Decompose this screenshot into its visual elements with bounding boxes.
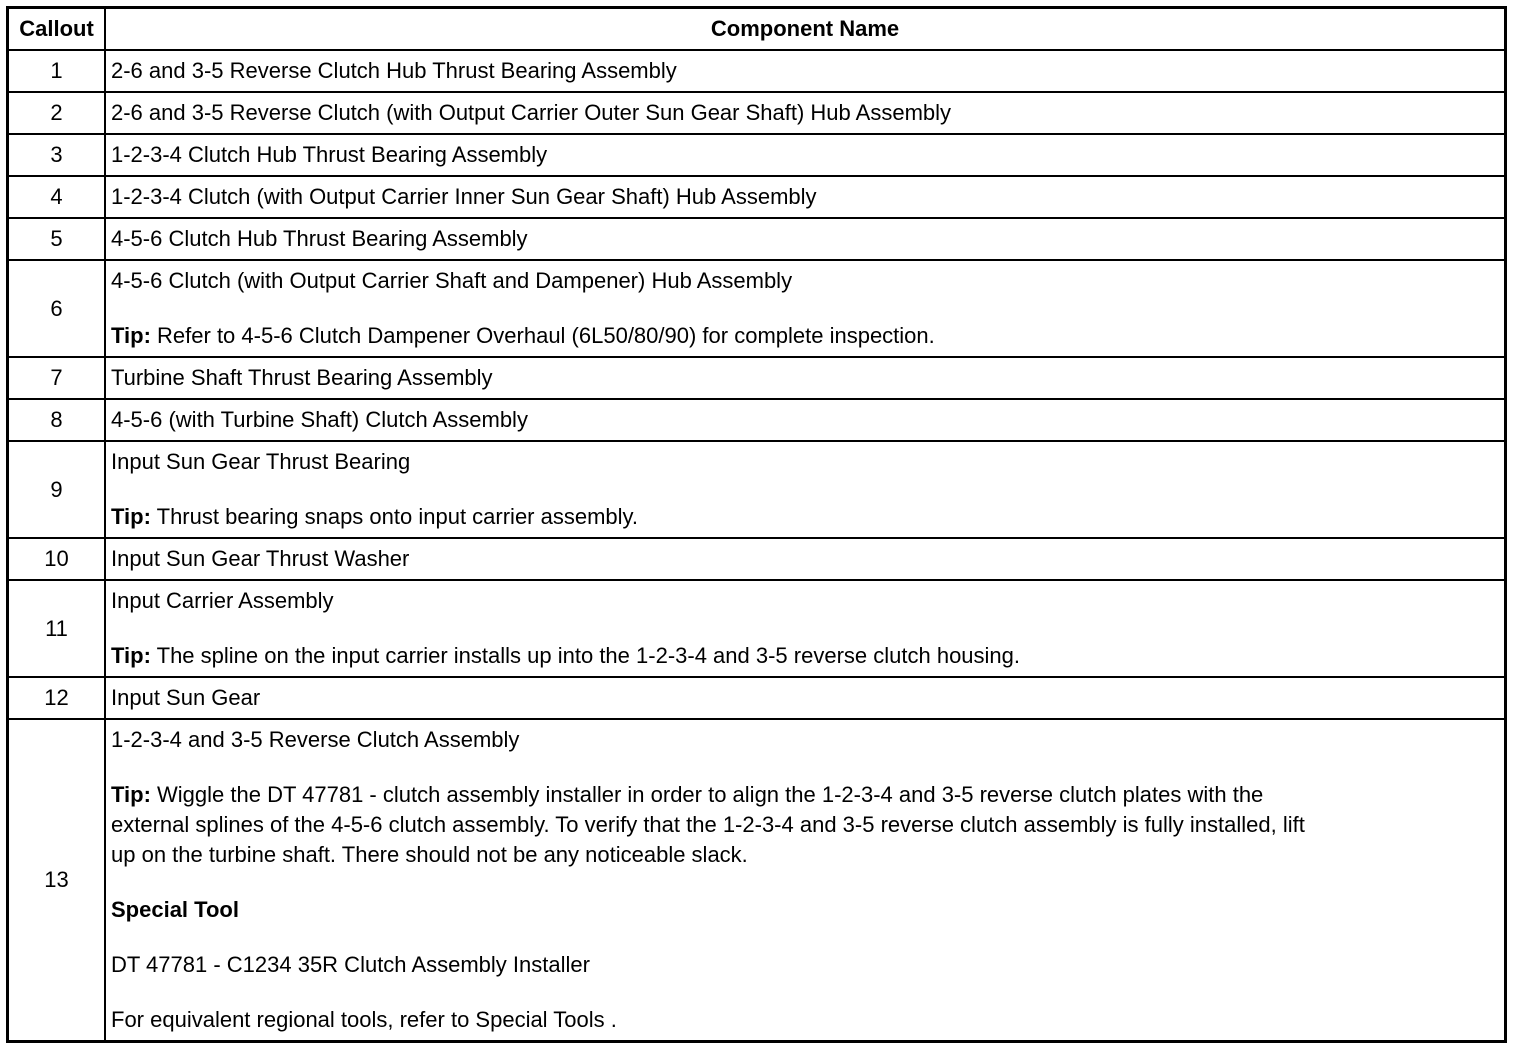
component-name: Input Sun Gear Thrust Bearing <box>111 449 411 474</box>
table-row <box>8 441 1506 538</box>
callout-number: 1 <box>8 50 106 92</box>
table-row <box>8 399 1506 441</box>
callout-number: 3 <box>8 134 106 176</box>
callout-number: 6 <box>8 260 106 357</box>
table-row <box>8 176 1506 218</box>
component-name: 4-5-6 Clutch (with Output Carrier Shaft and Dampener) Hub Assembly <box>111 268 793 293</box>
component-cell <box>105 719 1506 1042</box>
tip-label: Tip: <box>111 643 151 668</box>
table-row <box>8 719 1506 1042</box>
callout-number: 2 <box>8 92 106 134</box>
component-name: 1-2-3-4 Clutch Hub Thrust Bearing Assembly <box>105 134 1506 176</box>
component-name: 4-5-6 (with Turbine Shaft) Clutch Assembly <box>105 399 1506 441</box>
callout-number: 7 <box>8 357 106 399</box>
tip-label: Tip: <box>111 323 151 348</box>
table-row <box>8 538 1506 580</box>
tip-body: Refer to 4-5-6 Clutch Dampener Overhaul (6L50/80/90) for complete inspection. <box>150 323 935 348</box>
component-name: 1-2-3-4 Clutch (with Output Carrier Inner Sun Gear Shaft) Hub Assembly <box>105 176 1506 218</box>
component-name: Input Sun Gear <box>105 677 1506 719</box>
tip-text <box>111 641 1499 671</box>
tip-text <box>111 502 1499 532</box>
tip-body-line: external splines of the 4-5-6 clutch assembly. To verify that the 1-2-3-4 and 3-5 reverse clutch assembly is fully installed, lift <box>111 812 1305 837</box>
tip-body: Thrust bearing snaps onto input carrier assembly. <box>150 504 639 529</box>
special-tool-name: DT 47781 - C1234 35R Clutch Assembly Installer <box>111 952 590 977</box>
tip-body-line: up on the turbine shaft. There should not be any noticeable slack. <box>111 842 748 867</box>
table-row <box>8 134 1506 176</box>
component-name: 2-6 and 3-5 Reverse Clutch (with Output Carrier Outer Sun Gear Shaft) Hub Assembly <box>105 92 1506 134</box>
component-name: Turbine Shaft Thrust Bearing Assembly <box>105 357 1506 399</box>
table-header-row <box>8 8 1506 51</box>
callout-column-header: Callout <box>8 8 106 51</box>
table-row <box>8 357 1506 399</box>
component-cell <box>105 441 1506 538</box>
component-name: 2-6 and 3-5 Reverse Clutch Hub Thrust Bearing Assembly <box>105 50 1506 92</box>
callout-number: 9 <box>8 441 106 538</box>
table-row <box>8 677 1506 719</box>
component-name: 4-5-6 Clutch Hub Thrust Bearing Assembly <box>105 218 1506 260</box>
callout-number: 10 <box>8 538 106 580</box>
component-name: Input Carrier Assembly <box>111 588 334 613</box>
callout-number: 13 <box>8 719 106 1042</box>
table-row <box>8 50 1506 92</box>
tip-text <box>111 780 1499 810</box>
callout-number: 12 <box>8 677 106 719</box>
tip-label: Tip: <box>111 504 151 529</box>
component-name: Input Sun Gear Thrust Washer <box>105 538 1506 580</box>
table-row <box>8 580 1506 677</box>
component-cell <box>105 580 1506 677</box>
component-cell <box>105 260 1506 357</box>
component-name: 1-2-3-4 and 3-5 Reverse Clutch Assembly <box>111 727 520 752</box>
component-table <box>6 6 1507 1043</box>
tip-body-line: Wiggle the DT 47781 - clutch assembly installer in order to align the 1-2-3-4 and 3-5 reverse clutch plates with the <box>150 782 1264 807</box>
component-table-wrapper <box>6 6 1507 1043</box>
tip-body: The spline on the input carrier installs up into the 1-2-3-4 and 3-5 reverse clutch housing. <box>150 643 1021 668</box>
special-tool-heading: Special Tool <box>111 897 239 922</box>
table-row <box>8 218 1506 260</box>
regional-tools-note: For equivalent regional tools, refer to Special Tools . <box>111 1007 617 1032</box>
component-name-column-header: Component Name <box>105 8 1506 51</box>
callout-number: 5 <box>8 218 106 260</box>
tip-label: Tip: <box>111 782 151 807</box>
table-row <box>8 260 1506 357</box>
callout-number: 11 <box>8 580 106 677</box>
table-row <box>8 92 1506 134</box>
callout-number: 8 <box>8 399 106 441</box>
callout-number: 4 <box>8 176 106 218</box>
tip-text <box>111 321 1499 351</box>
